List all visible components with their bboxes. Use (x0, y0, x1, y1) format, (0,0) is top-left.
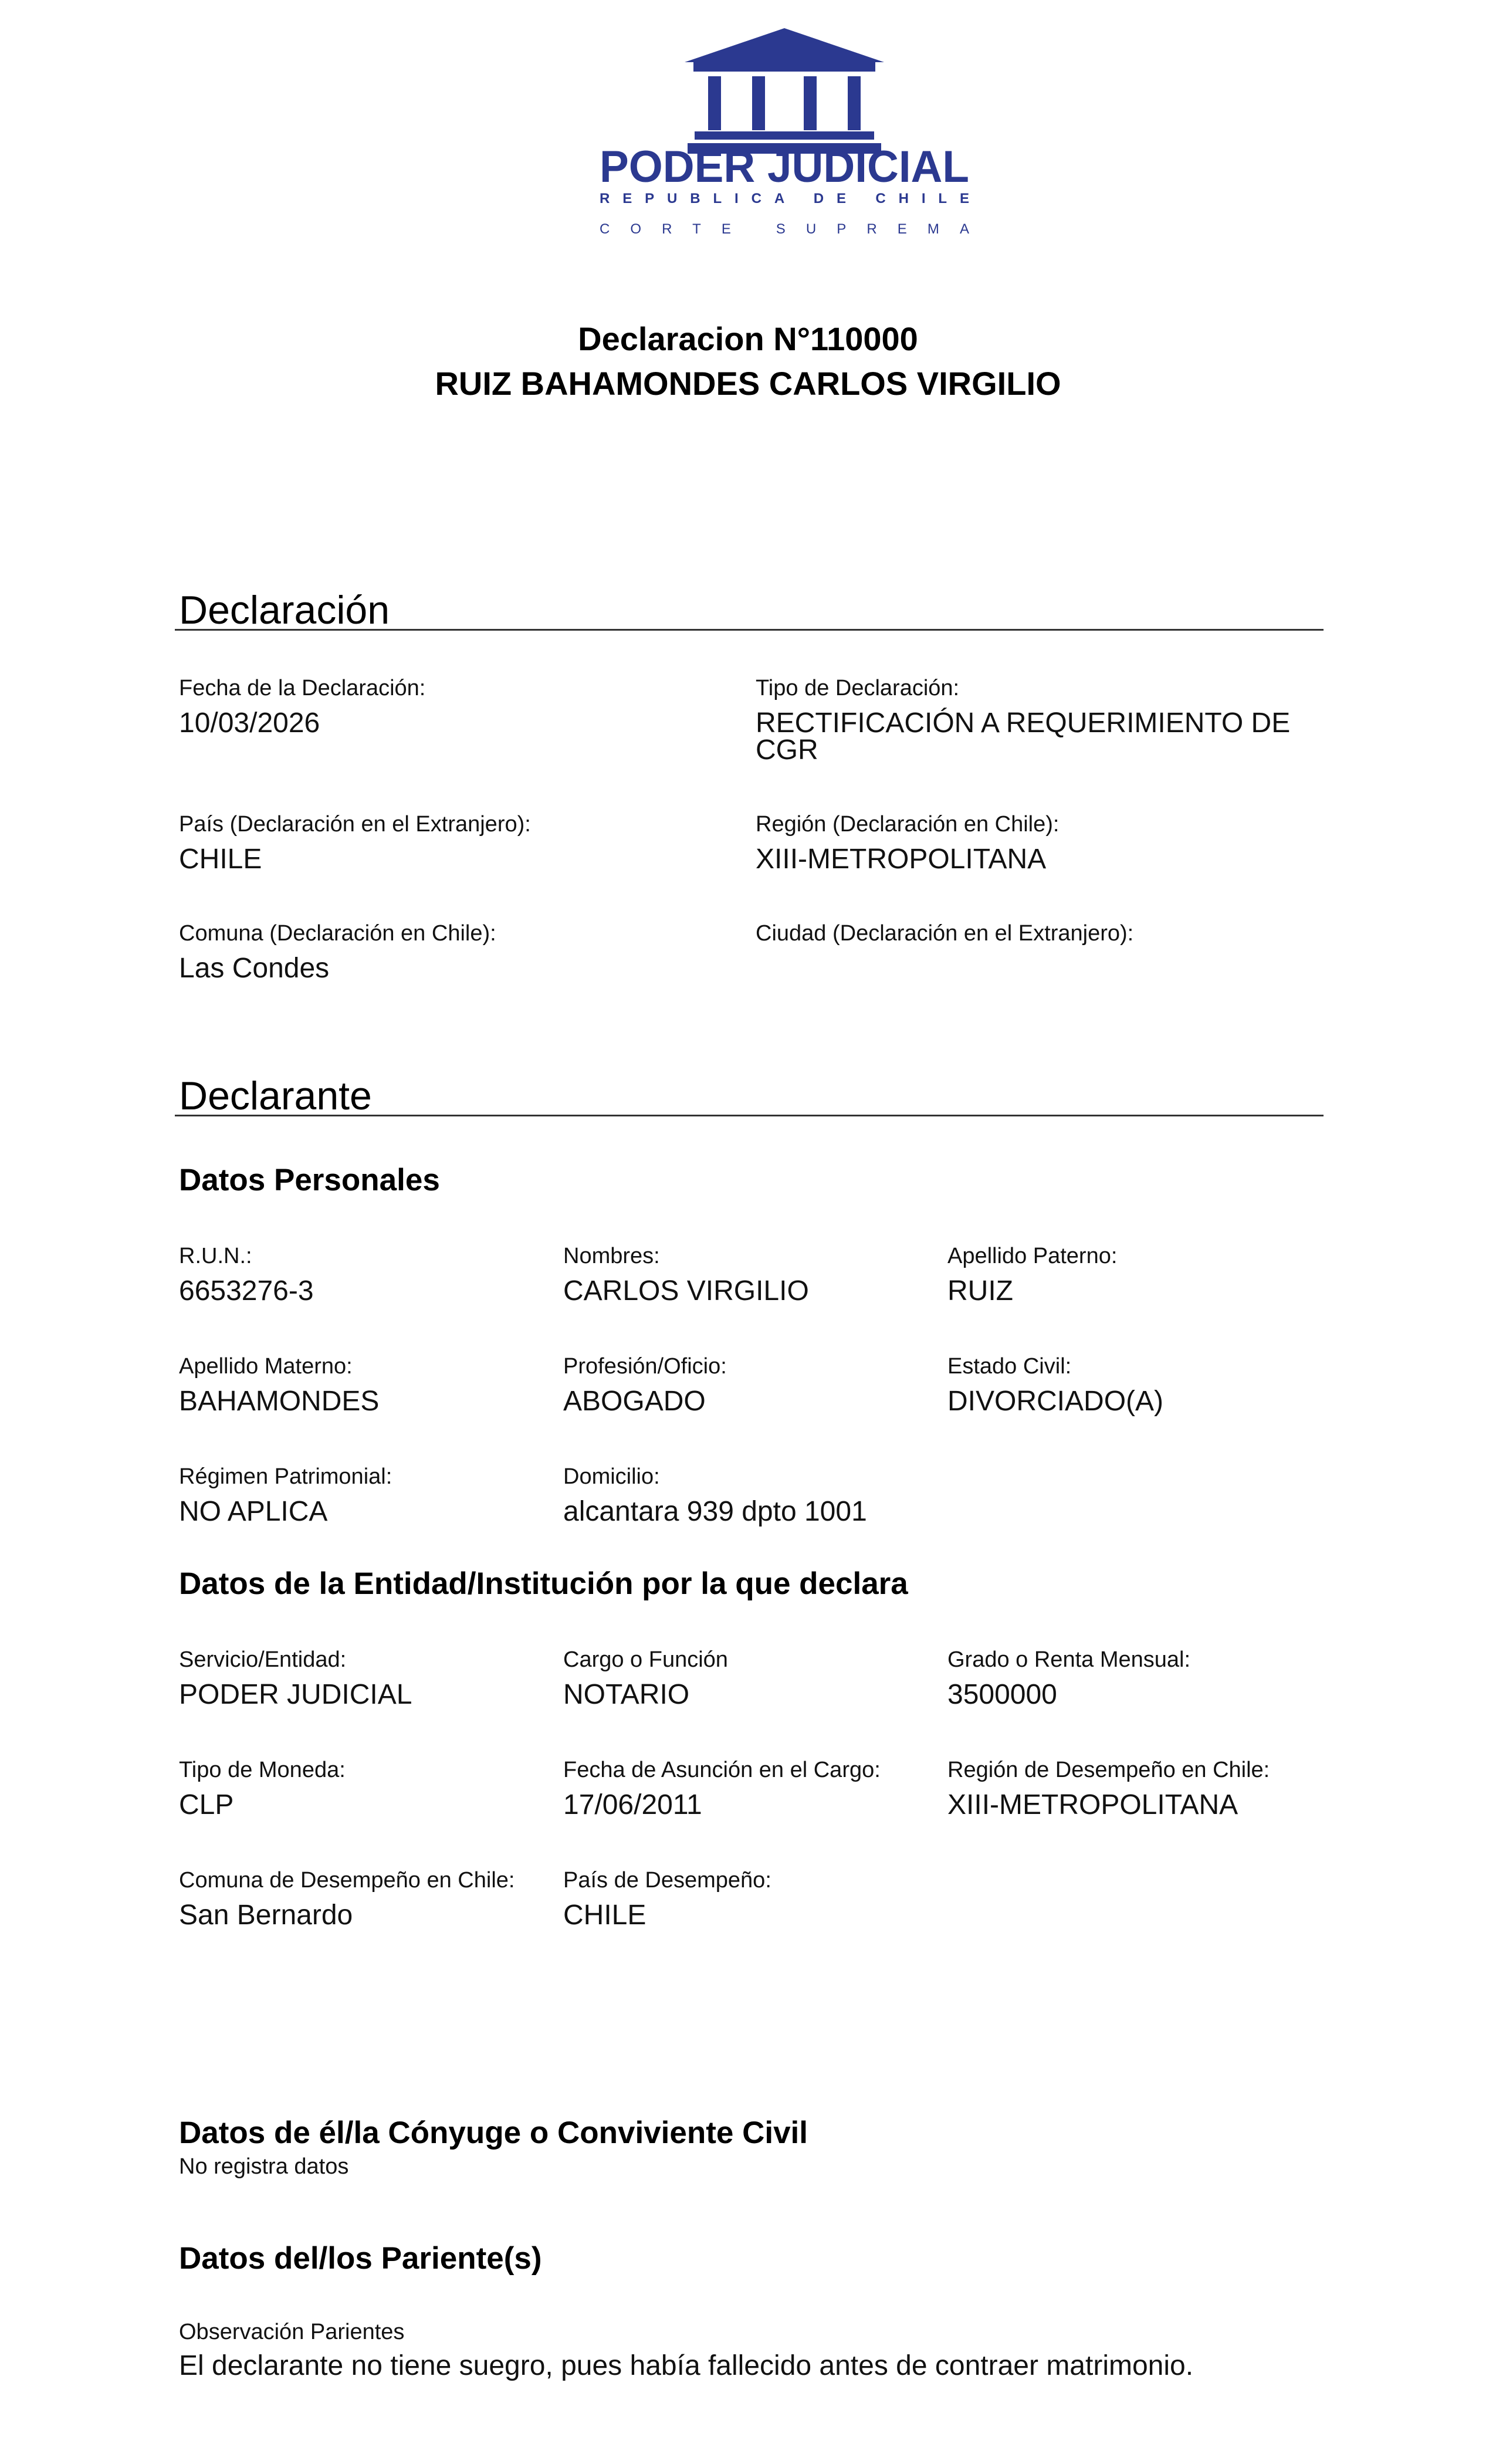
courthouse-columns-icon (685, 28, 884, 154)
servicio-label: Servicio/Entidad: (179, 1647, 347, 1672)
apellido-materno-value: BAHAMONDES (179, 1386, 380, 1417)
moneda-label: Tipo de Moneda: (179, 1758, 346, 1782)
poder-judicial-logo (594, 28, 975, 239)
pais-desempeno-value: CHILE (563, 1900, 647, 1931)
profesion-label: Profesión/Oficio: (563, 1354, 727, 1379)
subsection-datos-entidad: Datos de la Entidad/Institución por la que declara (179, 1566, 908, 1601)
pais-declaracion-label: País (Declaración en el Extranjero): (179, 812, 531, 837)
section-title-declarante: Declarante (179, 1074, 372, 1118)
apellido-paterno-value: RUIZ (947, 1275, 1013, 1307)
pais-declaracion-value: CHILE (179, 844, 262, 875)
region-declaracion-value: XIII-METROPOLITANA (756, 844, 1047, 875)
comuna-desempeno-value: San Bernardo (179, 1900, 353, 1931)
comuna-desempeno-label: Comuna de Desempeño en Chile: (179, 1868, 515, 1893)
regimen-label: Régimen Patrimonial: (179, 1464, 392, 1489)
fecha-declaracion-label: Fecha de la Declaración: (179, 676, 426, 700)
grado-label: Grado o Renta Mensual: (947, 1647, 1191, 1672)
section-divider (175, 1115, 1324, 1116)
region-declaracion-label: Región (Declaración en Chile): (756, 812, 1060, 837)
subsection-datos-personales: Datos Personales (179, 1163, 440, 1197)
observacion-parientes-label: Observación Parientes (179, 2320, 405, 2344)
fecha-asuncion-label: Fecha de Asunción en el Cargo: (563, 1758, 881, 1782)
profesion-value: ABOGADO (563, 1386, 706, 1417)
estado-civil-value: DIVORCIADO(A) (947, 1386, 1164, 1417)
apellido-materno-label: Apellido Materno: (179, 1354, 353, 1379)
domicilio-value: alcantara 939 dpto 1001 (563, 1496, 867, 1527)
regimen-value: NO APLICA (179, 1496, 328, 1527)
domicilio-label: Domicilio: (563, 1464, 660, 1489)
logo-line1: REPUBLICA DE CHILE (600, 191, 969, 207)
section-title-declaracion: Declaración (179, 588, 390, 632)
run-label: R.U.N.: (179, 1244, 252, 1268)
cargo-value: NOTARIO (563, 1679, 690, 1710)
declaration-number-title: Declaracion N°110000 (578, 320, 918, 357)
tipo-declaracion-value-line2: CGR (756, 735, 818, 766)
nombres-label: Nombres: (563, 1244, 660, 1268)
tipo-declaracion-value-line1: RECTIFICACIÓN A REQUERIMIENTO DE (756, 708, 1291, 739)
servicio-value: PODER JUDICIAL (179, 1679, 412, 1710)
apellido-paterno-label: Apellido Paterno: (947, 1244, 1118, 1268)
logo-line2: CORTE SUPREMA (600, 221, 969, 237)
fecha-declaracion-value: 10/03/2026 (179, 708, 320, 739)
tipo-declaracion-label: Tipo de Declaración: (756, 676, 960, 700)
cargo-label: Cargo o Función (563, 1647, 728, 1672)
moneda-value: CLP (179, 1789, 234, 1820)
estado-civil-label: Estado Civil: (947, 1354, 1072, 1379)
logo-title: PODER JUDICIAL (600, 142, 969, 192)
fecha-asuncion-value: 17/06/2011 (563, 1789, 702, 1820)
observacion-parientes-value: El declarante no tiene suegro, pues había fallecido antes de contraer matrimonio. (179, 2350, 1194, 2381)
comuna-declaracion-value: Las Condes (179, 953, 330, 984)
ciudad-declaracion-label: Ciudad (Declaración en el Extranjero): (756, 921, 1134, 946)
region-desempeno-value: XIII-METROPOLITANA (947, 1789, 1238, 1820)
comuna-declaracion-label: Comuna (Declaración en Chile): (179, 921, 496, 946)
nombres-value: CARLOS VIRGILIO (563, 1275, 809, 1307)
subsection-parientes: Datos del/los Pariente(s) (179, 2241, 542, 2276)
region-desempeno-label: Región de Desempeño en Chile: (947, 1758, 1270, 1782)
grado-value: 3500000 (947, 1679, 1057, 1710)
section-divider (175, 629, 1324, 631)
subsection-conyuge: Datos de él/la Cónyuge o Conviviente Civil (179, 2116, 808, 2150)
run-value: 6653276-3 (179, 1275, 314, 1307)
pais-desempeno-label: País de Desempeño: (563, 1868, 771, 1893)
conyuge-no-data: No registra datos (179, 2154, 349, 2179)
declarant-name-title: RUIZ BAHAMONDES CARLOS VIRGILIO (435, 365, 1061, 402)
